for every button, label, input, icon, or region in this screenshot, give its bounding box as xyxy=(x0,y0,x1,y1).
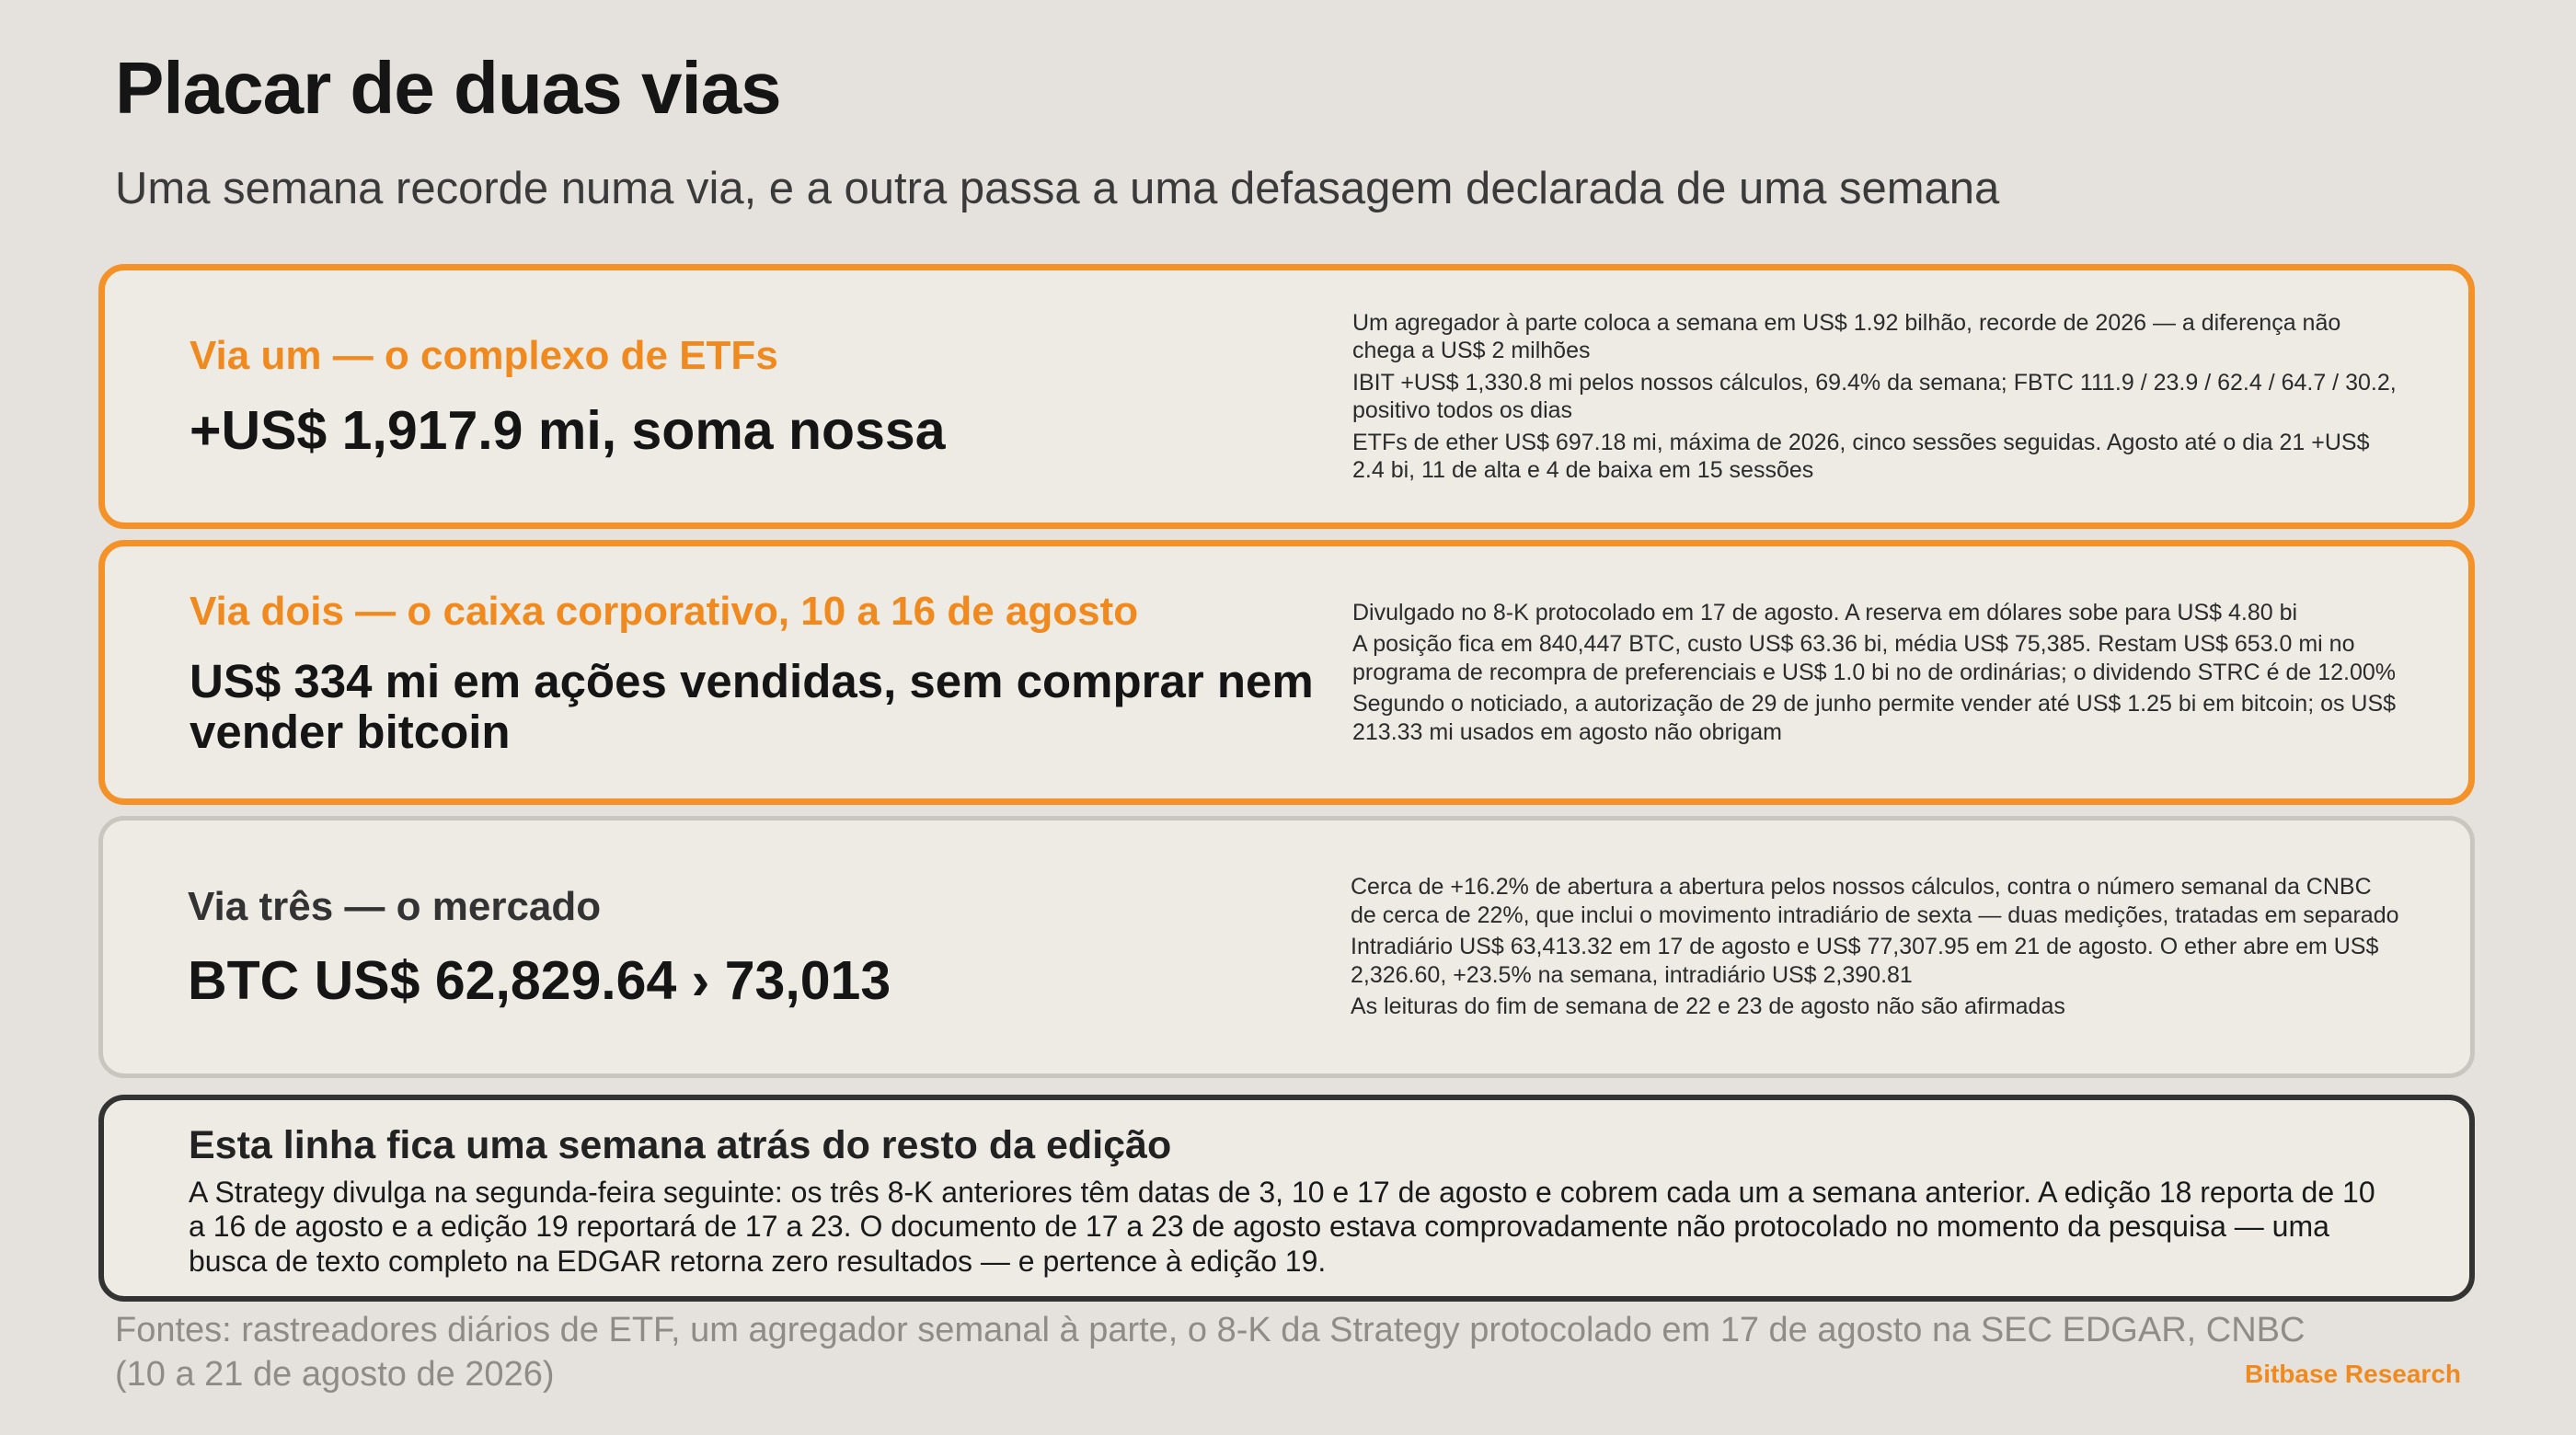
callout-title: Esta linha fica uma semana atrás do resto da edição xyxy=(189,1123,1172,1167)
lane-headline: BTC US$ 62,829.64 › 73,013 xyxy=(188,950,891,1012)
lane-corporate-treasury xyxy=(98,540,2475,805)
callout-lag-note xyxy=(98,1095,2475,1302)
lane-note: Divulgado no 8-K protocolado em 17 de agosto. A reserva em dólares sobe para US$ 4.80 bi xyxy=(1352,599,2298,626)
lane-headline: US$ 334 mi em ações vendidas, sem comprar nem vender bitcoin xyxy=(190,655,1314,759)
lane-note: A posição fica em 840,447 BTC, custo US$ 63.36 bi, média US$ 75,385. Restam US$ 653.0 mi no programa de recompra de preferenciais e US$ 1.0 bi no de ordinárias; o dividendo STRC é de 12.00% xyxy=(1352,631,2396,685)
page-title: Placar de duas vias xyxy=(115,47,781,129)
lane-market xyxy=(98,816,2475,1078)
lane-note: IBIT +US$ 1,330.8 mi pelos nossos cálculos, 69.4% da semana; FBTC 111.9 / 23.9 / 62.4 / 64.7 / 30.2, positivo todos os dias xyxy=(1352,369,2397,423)
lane-etf-complex xyxy=(98,264,2475,529)
brand-label: Bitbase Research xyxy=(2244,1360,2461,1388)
lane-label: Via dois — o caixa corporativo, 10 a 16 de agosto xyxy=(190,588,1139,634)
lane-summary xyxy=(188,821,1328,1073)
lane-note: As leituras do fim de semana de 22 e 23 de agosto não são afirmadas xyxy=(1351,993,2065,1020)
lane-label: Via três — o mercado xyxy=(188,883,602,929)
lane-notes xyxy=(1352,270,2401,522)
page-subtitle: Uma semana recorde numa via, e a outra passa a uma defasagem declarada de uma semana xyxy=(115,164,2000,213)
sources-note: Fontes: rastreadores diários de ETF, um agregador semanal à parte, o 8-K da Strategy protocolado em 17 de agosto na SEC EDGAR, CNBC (10 a 21 de agosto de 2026) xyxy=(115,1311,2306,1394)
lane-summary xyxy=(190,546,1330,798)
lane-note: Intradiário US$ 63,413.32 em 17 de agosto e US$ 77,307.95 em 21 de agosto. O ether abre em US$ 2,326.60, +23.5% na semana, intradiário US$ 2,390.81 xyxy=(1351,934,2379,988)
lane-note: ETFs de ether US$ 697.18 mi, máxima de 2026, cinco sessões seguidas. Agosto até o dia 21 +US$ 2.4 bi, 11 de alta e 4 de baixa em 15 sessões xyxy=(1352,429,2370,483)
lane-label: Via um — o complexo de ETFs xyxy=(190,333,778,379)
lane-notes xyxy=(1351,821,2399,1073)
lane-notes xyxy=(1352,546,2401,798)
lane-note: Um agregador à parte coloca a semana em US$ 1.92 bilhão, recorde de 2026 — a diferença não chega a US$ 2 milhões xyxy=(1352,309,2341,363)
lane-note: Cerca de +16.2% de abertura a abertura pelos nossos cálculos, contra o número semanal da CNBC de cerca de 22%, que inclui o movimento intradiário de sexta — duas medições, tratadas em separado xyxy=(1351,874,2399,928)
lane-summary xyxy=(190,270,1330,522)
lane-note: Segundo o noticiado, a autorização de 29 de junho permite vender até US$ 1.25 bi em bitcoin; os US$ 213.33 mi usados em agosto não obrigam xyxy=(1352,691,2397,745)
callout-body: A Strategy divulga na segunda-feira seguinte: os três 8-K anteriores têm datas de 3, 10 e 17 de agosto e cobrem cada um a semana anterior. A edição 18 reporta de 10 a 16 de agosto e a edição 19 reportará de 17 a 23. O documento de 17 a 23 de agosto estava comprovadamente não protocolado no momento da pesquisa — uma busca de texto completo na EDGAR retorna zero resultados — e pertence à edição 19. xyxy=(189,1176,2375,1278)
lane-headline: +US$ 1,917.9 mi, soma nossa xyxy=(190,399,946,461)
